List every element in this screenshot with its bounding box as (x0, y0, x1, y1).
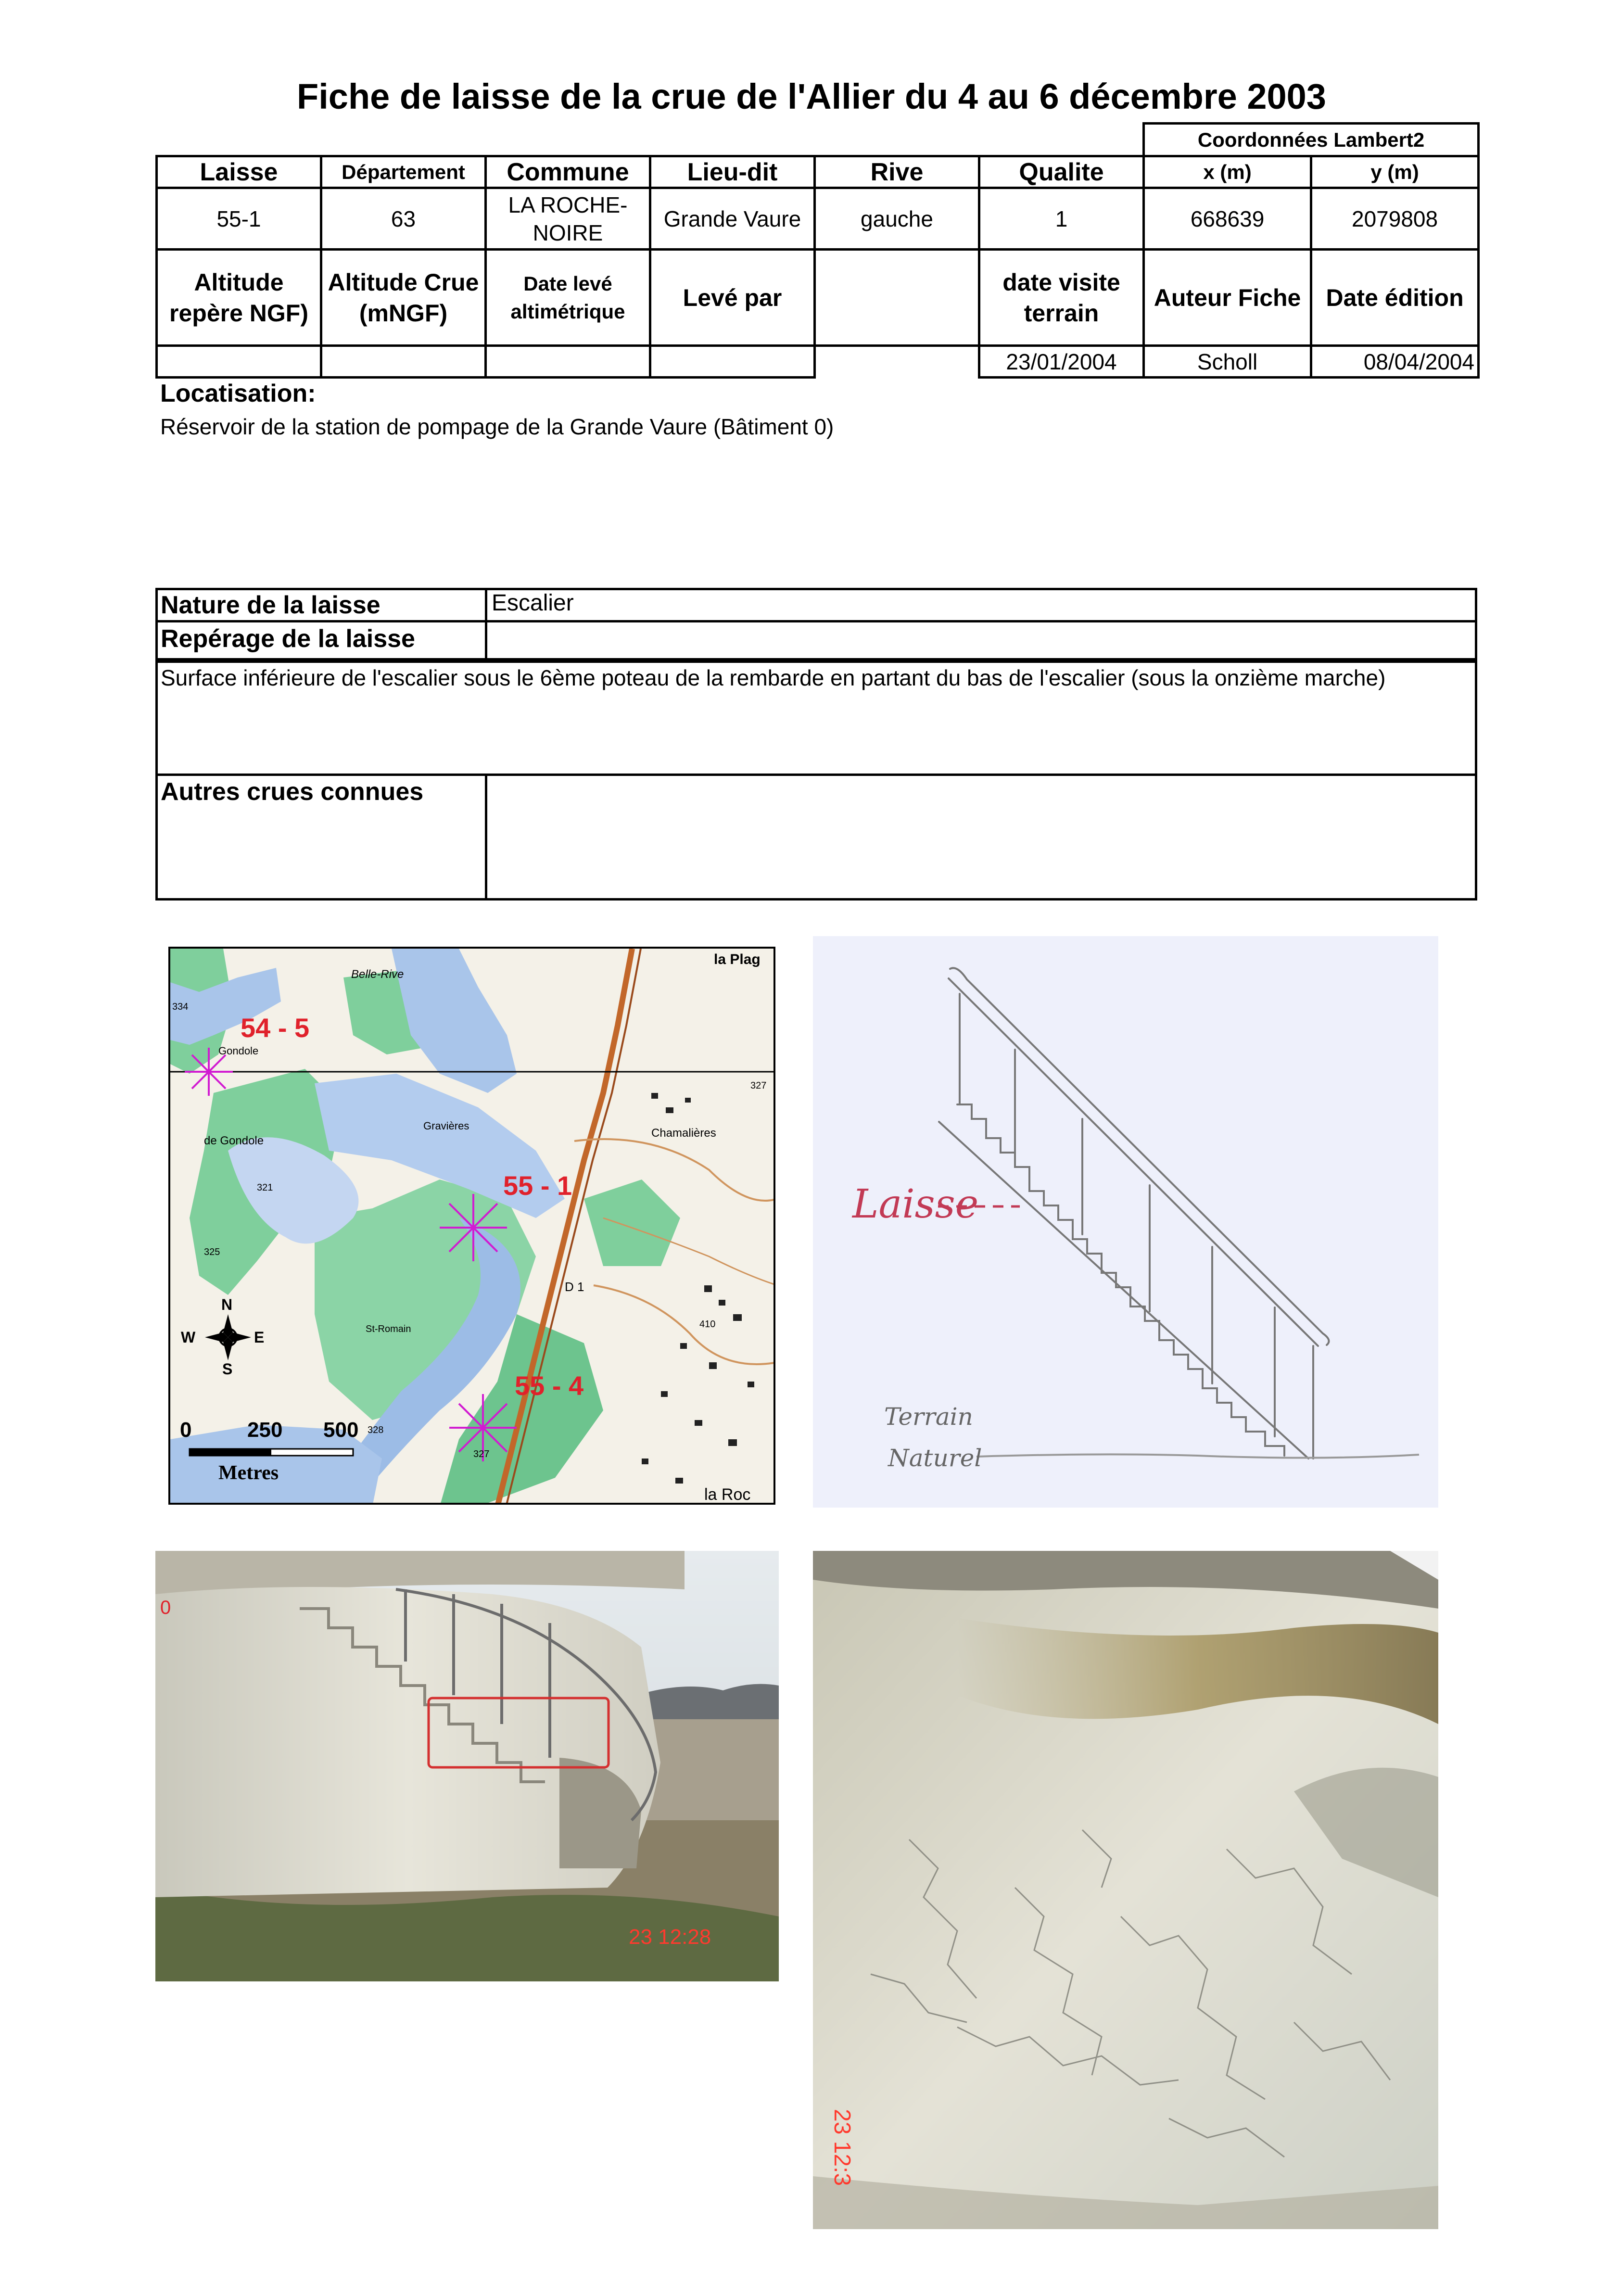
header-date-visite: date visite terrain (979, 250, 1144, 346)
compass-icon (205, 1314, 251, 1360)
map-elevation: 334 (172, 1002, 189, 1012)
reperage-label: Repérage de la laisse (161, 625, 415, 653)
header-rive: Rive (815, 156, 979, 188)
nature-label: Nature de la laisse (161, 591, 380, 619)
map-elevation: 325 (204, 1247, 220, 1257)
site-photo-closeup (813, 1551, 1438, 2229)
value-altitude-repere (157, 346, 321, 378)
scale-zero: 0 (180, 1418, 192, 1442)
map-point-54-5: 54 - 5 (241, 1013, 310, 1043)
photo-timestamp: 23 12:3 (829, 2109, 855, 2186)
map-place: St-Romain (366, 1324, 411, 1334)
scale-unit: Metres (218, 1462, 279, 1484)
reperage-description: Surface inférieure de l'escalier sous le 6ème poteau de la rembarde en partant du bas de l'escalier (sous la onzième marche) (161, 665, 1386, 690)
photo-closeup-drawing (813, 1551, 1438, 2229)
photo-overview-drawing (155, 1551, 779, 1981)
autres-label: Autres crues connues (161, 778, 424, 806)
scale-max: 500 (323, 1418, 359, 1442)
map-place: D 1 (565, 1280, 584, 1294)
header-leve-par: Levé par (650, 250, 815, 346)
header-y: y (m) (1311, 156, 1479, 188)
compass-e: E (254, 1329, 265, 1346)
scale-mid: 250 (247, 1418, 283, 1442)
value-rive: gauche (815, 188, 979, 250)
map-elevation: 327 (473, 1449, 490, 1459)
coords-header: Coordonnées Lambert2 (1144, 124, 1479, 156)
value-x: 668639 (1144, 188, 1311, 250)
map-elevation: 327 (750, 1080, 767, 1091)
sketch-laisse-label: Laisse (852, 1181, 979, 1227)
photo-timestamp: 23 12:28 (629, 1925, 711, 1949)
compass-n: N (221, 1296, 233, 1313)
value-y: 2079808 (1311, 188, 1479, 250)
header-date-leve: Date levé altimétrique (486, 250, 650, 346)
localisation-label: Locatisation: (160, 380, 316, 407)
value-lieu-dit: Grande Vaure (650, 188, 815, 250)
map-place: la Plag (714, 951, 761, 967)
header-auteur: Auteur Fiche (1144, 250, 1311, 346)
map-place: la Roc (704, 1485, 751, 1504)
map-point-55-1: 55 - 1 (503, 1170, 572, 1201)
identification-table (155, 122, 1480, 379)
compass-w: W (181, 1329, 196, 1346)
site-photo-overview (155, 1551, 779, 1981)
header-lieu-dit: Lieu-dit (650, 156, 815, 188)
header-commune: Commune (486, 156, 650, 188)
value-commune: LA ROCHE-NOIRE (486, 188, 650, 250)
header-laisse: Laisse (157, 156, 321, 188)
value-date-visite: 23/01/2004 (979, 346, 1144, 378)
sketch-terrain-label: Terrain (884, 1403, 973, 1431)
value-auteur: Scholl (1144, 346, 1311, 378)
value-laisse: 55-1 (157, 188, 321, 250)
photo-marker: 0 (160, 1597, 171, 1618)
stair-sketch (813, 936, 1438, 1508)
header-qualite: Qualite (979, 156, 1144, 188)
header-altitude-crue: Altitude Crue (mNGF) (321, 250, 486, 346)
compass-s: S (222, 1360, 233, 1378)
value-date-edition: 08/04/2004 (1311, 346, 1479, 378)
value-date-leve (486, 346, 650, 378)
sketch-naturel-label: Naturel (888, 1444, 982, 1472)
header-altitude-repere: Altitude repère NGF) (157, 250, 321, 346)
map-place: Gravières (423, 1120, 469, 1132)
map-point-55-4: 55 - 4 (515, 1370, 584, 1401)
map-place: de Gondole (204, 1134, 264, 1147)
header-departement: Département (321, 156, 486, 188)
value-leve-par (650, 346, 815, 378)
map-place: Belle-Rive (351, 968, 404, 981)
map-elevation: 328 (368, 1425, 384, 1435)
page-title: Fiche de laisse de la crue de l'Allier du 4 au 6 décembre 2003 (297, 76, 1326, 116)
localisation-text: Réservoir de la station de pompage de la Grande Vaure (Bâtiment 0) (160, 414, 834, 439)
map-place: Gondole (218, 1045, 259, 1057)
header-date-edition: Date édition (1311, 250, 1479, 346)
header-x: x (m) (1144, 156, 1311, 188)
location-map (168, 947, 775, 1505)
map-elevation: 410 (699, 1319, 716, 1330)
map-place: Chamalières (651, 1127, 716, 1140)
value-qualite: 1 (979, 188, 1144, 250)
value-departement: 63 (321, 188, 486, 250)
value-altitude-crue (321, 346, 486, 378)
nature-value: Escalier (492, 590, 574, 616)
map-elevation: 321 (257, 1182, 273, 1193)
